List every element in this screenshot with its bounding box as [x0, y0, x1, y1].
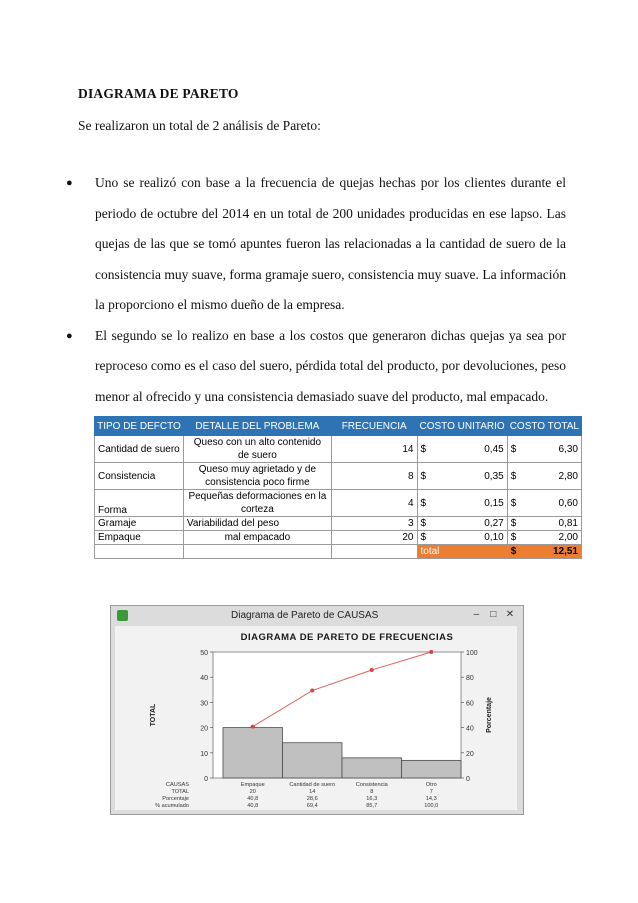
- table-row: [95, 490, 582, 517]
- summary-cell: 8: [370, 789, 374, 795]
- table-header-row: [95, 417, 582, 436]
- cell-cause: Consistencia: [95, 463, 184, 490]
- unit-cost-value: 0,45: [484, 443, 504, 455]
- y-tick-label: 20: [200, 725, 208, 733]
- col-header-costo-unitario: COSTO UNITARIO: [417, 417, 507, 436]
- bullet-list: [66, 168, 566, 412]
- summary-cell: 85,7: [366, 803, 378, 809]
- grand-total-value: 12,51: [552, 546, 578, 557]
- pareto-data-table: [94, 416, 582, 559]
- cell-detail: mal empacado: [183, 531, 331, 545]
- cell-unit-cost: [417, 436, 507, 463]
- unit-cost-value: 0,27: [484, 518, 504, 529]
- currency-symbol: $: [510, 470, 517, 482]
- unit-cost-value: 0,15: [484, 497, 504, 509]
- cell-frequency: 8: [331, 463, 417, 490]
- cell-cause: Gramaje: [95, 517, 184, 531]
- summary-cell: 7: [429, 789, 433, 795]
- y-tick-label: 40: [200, 675, 208, 683]
- currency-symbol: $: [510, 532, 517, 543]
- table-row: [95, 517, 582, 531]
- currency-symbol: $: [510, 518, 517, 529]
- window-titlebar[interactable]: [111, 606, 523, 626]
- x-tick-label: Otro: [425, 782, 437, 788]
- summary-row-label: Porcentaje: [162, 796, 189, 802]
- window-title: Diagrama de Pareto de CAUSAS: [231, 610, 379, 621]
- currency-symbol: $: [420, 518, 427, 529]
- empty-cell: [183, 545, 331, 559]
- bullet-text: Uno se realizó con base a la frecuencia de quejas hechas por los clientes durante el periodo de octubre del 2014 en un total de 200 unidades producidas en ese lapso. Las quejas de las que se tomó apuntes fueron las relacionadas a la cantidad de suero de la consistencia muy suave, forma gramaje suero, consistencia muy suave. La información la proporciono el mismo dueño de la empresa.: [95, 175, 566, 312]
- cell-unit-cost: [417, 517, 507, 531]
- summary-row-label: % acumulado: [155, 803, 189, 809]
- bullet-dot-icon: ●: [66, 329, 73, 342]
- pareto-bar: [342, 758, 402, 778]
- bullet-text: El segundo se lo realizo en base a los costos que generaron dichas quejas ya sea por reproceso como es el caso del suero, pérdida total del producto, por devoluciones, peso menor al ofrecido y una consistencia demasiado suave del producto, mal empacado.: [95, 327, 566, 404]
- cumulative-point: [251, 725, 255, 729]
- cell-total-cost: [507, 463, 581, 490]
- cell-cause: Empaque: [95, 531, 184, 545]
- cell-unit-cost: [417, 463, 507, 490]
- y-tick-label: 0: [204, 776, 208, 783]
- summary-cell: 14,3: [425, 796, 437, 802]
- maximize-icon[interactable]: □: [490, 609, 497, 620]
- y-tick-label: 50: [200, 650, 208, 657]
- table-row: [95, 436, 582, 463]
- summary-cell: 28,6: [306, 796, 318, 802]
- minitab-app-icon: [117, 610, 128, 621]
- cell-detail: Pequeñas deformaciones en la corteza: [183, 490, 331, 517]
- table-total-row: [95, 545, 582, 559]
- cell-cause: Cantidad de suero: [95, 436, 184, 463]
- currency-symbol: $: [420, 497, 427, 509]
- unit-cost-value: 0,10: [484, 532, 504, 543]
- cell-total-cost: [507, 517, 581, 531]
- x-tick-label: Consistencia: [355, 782, 388, 788]
- summary-cell: 40,8: [247, 803, 259, 809]
- total-label: total: [417, 545, 507, 559]
- currency-symbol: $: [510, 443, 517, 455]
- cumulative-point: [370, 668, 374, 672]
- summary-cell: 40,8: [247, 796, 259, 802]
- currency-symbol: $: [420, 532, 427, 543]
- summary-row-label: TOTAL: [171, 789, 189, 795]
- cell-frequency: 4: [331, 490, 417, 517]
- document-heading: DIAGRAMA DE PARETO: [78, 86, 239, 101]
- empty-cell: [95, 545, 184, 559]
- table-row: [95, 531, 582, 545]
- y2-tick-label: 20: [466, 750, 474, 758]
- total-cost-value: 2,80: [558, 470, 578, 482]
- y2-tick-label: 60: [466, 700, 474, 708]
- intro-text: Se realizaron un total de 2 análisis de Pareto:: [78, 118, 321, 133]
- summary-cell: 100,0: [424, 803, 439, 809]
- grand-total: [507, 545, 581, 559]
- pareto-chart: [115, 626, 517, 810]
- table-row: [95, 463, 582, 490]
- window-controls: [469, 609, 517, 620]
- cell-detail: Queso con un alto contenido de suero: [183, 436, 331, 463]
- currency-symbol: $: [420, 470, 427, 482]
- summary-cell: 69,4: [306, 803, 318, 809]
- x-tick-label: Empaque: [240, 782, 265, 788]
- y-tick-label: 10: [200, 750, 208, 758]
- unit-cost-value: 0,35: [484, 470, 504, 482]
- cell-unit-cost: [417, 490, 507, 517]
- bullet-item-frecuencia: [66, 168, 566, 321]
- cumulative-point: [310, 689, 314, 693]
- y2-tick-label: 80: [466, 675, 474, 683]
- cell-detail: Variabilidad del peso: [183, 517, 331, 531]
- summary-cell: 14: [309, 789, 316, 795]
- total-cost-value: 2,00: [558, 532, 578, 543]
- currency-symbol: $: [510, 497, 517, 509]
- cell-frequency: 3: [331, 517, 417, 531]
- cell-detail: Queso muy agrietado y de consistencia poco firme: [183, 463, 331, 490]
- bullet-dot-icon: ●: [66, 177, 73, 189]
- cell-unit-cost: [417, 531, 507, 545]
- summary-cell: 16,3: [366, 796, 378, 802]
- total-cost-value: 0,81: [558, 518, 578, 529]
- total-cost-value: 0,60: [558, 497, 578, 509]
- close-icon[interactable]: ✕: [505, 609, 515, 620]
- cell-frequency: 14: [331, 436, 417, 463]
- y-tick-label: 30: [200, 700, 208, 708]
- cell-total-cost: [507, 531, 581, 545]
- x-tick-label: Cantidad de suero: [289, 782, 336, 788]
- y-axis-label: TOTAL: [150, 703, 157, 727]
- pareto-chart-window: [110, 605, 524, 815]
- summary-cell: 20: [249, 789, 256, 795]
- col-header-frecuencia: FRECUENCIA: [331, 417, 417, 436]
- currency-symbol: $: [420, 443, 427, 455]
- y2-tick-label: 0: [466, 776, 470, 783]
- col-header-detalle: DETALLE DEL PROBLEMA: [183, 417, 331, 436]
- cell-frequency: 20: [331, 531, 417, 545]
- summary-row-label: CAUSAS: [165, 782, 189, 788]
- pareto-bar: [402, 760, 462, 778]
- cell-cause: Forma: [95, 490, 184, 517]
- cumulative-point: [429, 650, 433, 654]
- empty-cell: [331, 545, 417, 559]
- y2-axis-label: Porcentaje: [486, 697, 493, 733]
- total-cost-value: 6,30: [558, 443, 578, 455]
- plot-area: [115, 626, 517, 810]
- cell-total-cost: [507, 436, 581, 463]
- currency-symbol: $: [510, 546, 517, 557]
- bullet-item-costos: [66, 321, 566, 413]
- col-header-tipo: TIPO DE DEFCTO: [95, 417, 184, 436]
- col-header-costo-total: COSTO TOTAL: [507, 417, 581, 436]
- pareto-bar: [223, 728, 283, 778]
- y2-tick-label: 100: [466, 650, 478, 657]
- pareto-bar: [283, 743, 343, 778]
- minimize-icon[interactable]: –: [473, 609, 480, 620]
- y2-tick-label: 40: [466, 725, 474, 733]
- chart-title: DIAGRAMA DE PARETO DE FRECUENCIAS: [240, 632, 454, 643]
- cell-total-cost: [507, 490, 581, 517]
